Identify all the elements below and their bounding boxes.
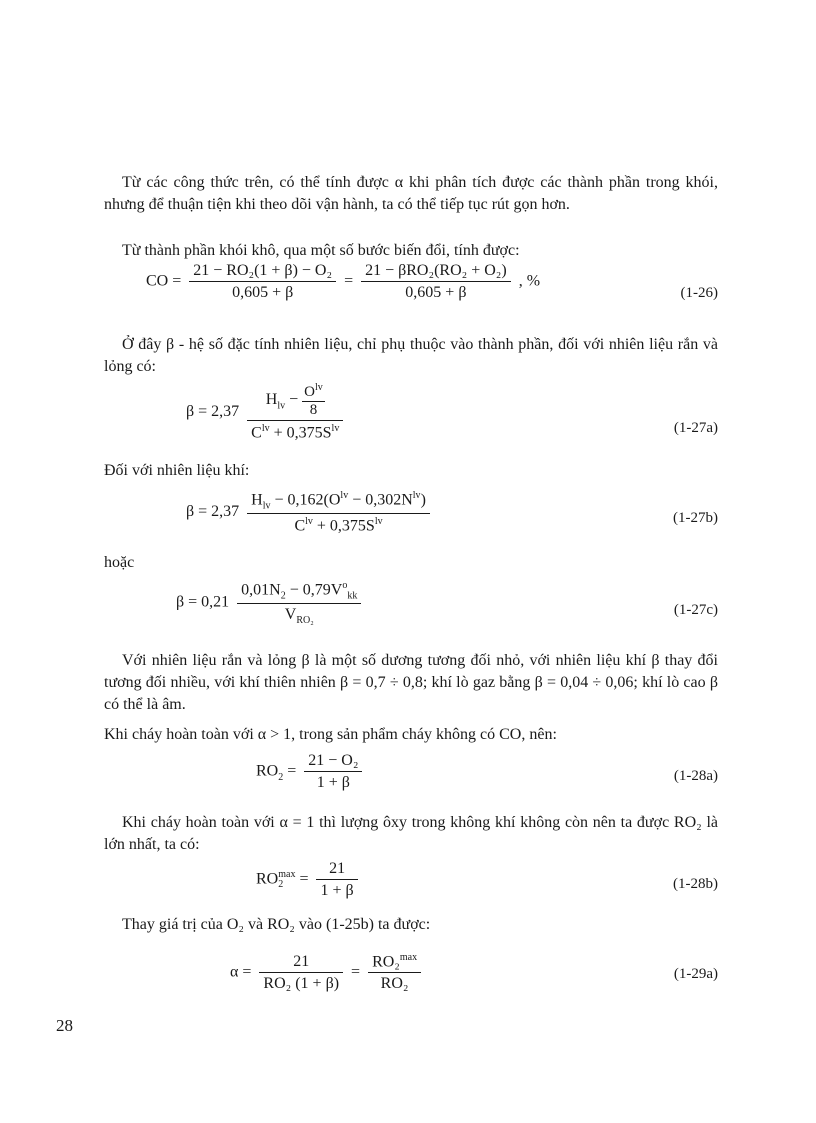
equation-label: (1-27b) bbox=[673, 510, 718, 526]
eq-lhs: α = bbox=[230, 963, 256, 981]
equals-sign: = bbox=[344, 272, 358, 290]
equation-label: (1-28a) bbox=[673, 768, 718, 784]
eq-lhs: β = 0,21 bbox=[176, 593, 230, 611]
subscript: 2 bbox=[278, 879, 284, 890]
denominator: 0,605 + β bbox=[405, 284, 467, 301]
eq-lhs: β = 2,37 bbox=[186, 503, 240, 521]
subscript: lv bbox=[262, 500, 271, 512]
eq-lhs: RO bbox=[256, 870, 279, 888]
fraction bbox=[316, 860, 357, 900]
paragraph-substitute: Thay giá trị của O₂ và RO₂ vào (1-25b) ta được: bbox=[122, 916, 431, 933]
oxygen-term: O bbox=[304, 384, 315, 400]
denominator bbox=[247, 421, 343, 442]
numerator: 21 − βRO₂(RO₂ + O₂) bbox=[361, 262, 511, 282]
denominator: 1 + β bbox=[320, 882, 354, 899]
eq-lhs: β = 2,37 bbox=[186, 402, 240, 420]
ro2-term: RO₂ bbox=[372, 953, 400, 971]
numerator bbox=[237, 580, 361, 604]
fraction bbox=[304, 752, 362, 792]
numerator bbox=[302, 382, 325, 402]
fraction bbox=[247, 382, 343, 442]
equation-label: (1-29a) bbox=[673, 966, 718, 982]
numerator: 21 bbox=[316, 860, 357, 880]
fraction bbox=[237, 580, 361, 626]
sulfur-term: + 0,375S bbox=[269, 424, 332, 442]
denominator: 1 + β bbox=[316, 774, 350, 791]
oxygen-term: − 0,162(O bbox=[270, 491, 341, 509]
superscript: max bbox=[278, 869, 296, 880]
numerator bbox=[247, 490, 430, 514]
nitrogen-term: − 0,302N bbox=[348, 491, 413, 509]
denominator: 8 bbox=[309, 402, 318, 418]
equation-label: (1-26) bbox=[680, 285, 718, 301]
paragraph-dry-flue-gas: Từ thành phần khói khô, qua một số bước biến đổi, tính được: bbox=[122, 242, 520, 259]
fraction bbox=[247, 490, 430, 535]
equation-label: (1-28b) bbox=[673, 876, 718, 892]
sulfur-term: + 0,375S bbox=[312, 516, 375, 534]
superscript: o bbox=[342, 580, 348, 591]
numerator bbox=[247, 382, 343, 421]
denominator: RO₂ bbox=[380, 975, 409, 993]
equals-sign: = bbox=[283, 762, 301, 780]
numerator: 21 bbox=[259, 953, 343, 973]
numerator: 21 − RO₂(1 + β) − O₂ bbox=[189, 262, 336, 282]
equals-sign: = bbox=[295, 870, 313, 888]
subscript: RO₂ bbox=[296, 614, 314, 626]
denominator: RO₂ (1 + β) bbox=[263, 974, 340, 992]
numerator bbox=[368, 952, 421, 973]
carbon-term: C bbox=[294, 516, 306, 534]
subscript: kk bbox=[347, 590, 358, 602]
paragraph-max-ro2: Khi cháy hoàn toàn với α = 1 thì lượng ôxy trong không khí không còn nên ta được RO₂ là lớn nhất, ta có: bbox=[104, 814, 718, 853]
paragraph-complete-combustion: Khi cháy hoàn toàn với α > 1, trong sản phẩm cháy không có CO, nên: bbox=[104, 726, 557, 743]
equation-label: (1-27a) bbox=[673, 420, 718, 436]
numerator: 21 − O₂ bbox=[304, 752, 362, 772]
hydrogen-term: H bbox=[265, 391, 278, 409]
equation-1-29a bbox=[230, 952, 425, 993]
equation-1-27b bbox=[186, 490, 434, 535]
superscript: lv bbox=[340, 490, 349, 501]
equation-label: (1-27c) bbox=[673, 602, 718, 618]
subscript: 2 bbox=[280, 590, 286, 602]
paragraph-beta-values: Với nhiên liệu rắn và lỏng β là một số dương tương đối nhỏ, với nhiên liệu khí β thay đổi tương đối nhiều, với khí thiên nhiên β = 0,7 ÷ 0,8; khí lò gaz bằng β = 0,04 ÷ 0,06; khí lò cao β có thể là âm. bbox=[104, 652, 718, 713]
paragraph-beta-definition: Ở đây β - hệ số đặc tính nhiên liệu, chỉ phụ thuộc vào thành phần, đối với nhiên liệu rắn và lỏng có: bbox=[104, 336, 718, 375]
superscript: lv bbox=[331, 423, 340, 434]
page-number: 28 bbox=[56, 1016, 73, 1035]
subscript: 2 bbox=[278, 771, 284, 783]
paragraph-or: hoặc bbox=[104, 554, 135, 571]
superscript: lv bbox=[305, 515, 313, 527]
superscript: lv bbox=[314, 382, 323, 393]
equation-1-27a bbox=[186, 382, 347, 442]
fraction bbox=[189, 262, 336, 302]
air-volume-term: − 0,79V bbox=[285, 581, 343, 599]
fraction bbox=[368, 952, 421, 993]
equation-1-28a bbox=[256, 752, 366, 792]
paragraph-intro: Từ các công thức trên, có thể tính được α khi phân tích được các thành phần trong khói, nhưng để thuận tiện khi theo dõi vận hành, ta có thể tiếp tục rút gọn hơn. bbox=[104, 174, 718, 213]
subscript: lv bbox=[277, 400, 286, 412]
nitrogen-term: 0,01N bbox=[241, 581, 281, 599]
equation-1-28b bbox=[256, 860, 362, 900]
equation-1-27c bbox=[176, 580, 365, 626]
paragraph-gas-fuel: Đối với nhiên liệu khí: bbox=[104, 462, 250, 479]
eq-lhs: CO = bbox=[146, 272, 186, 290]
volume-term: V bbox=[284, 605, 297, 623]
eq-lhs: RO bbox=[256, 762, 279, 780]
superscript: lv bbox=[374, 515, 383, 527]
superscript: lv bbox=[412, 490, 421, 501]
unit: , % bbox=[518, 272, 541, 290]
closing-paren: ) bbox=[420, 491, 426, 509]
nested-fraction bbox=[302, 382, 325, 419]
superscript: max bbox=[399, 952, 418, 963]
equals-sign: = bbox=[351, 963, 365, 981]
denominator bbox=[247, 514, 430, 535]
minus-sign: − bbox=[285, 391, 303, 409]
equation-1-26 bbox=[146, 262, 540, 302]
hydrogen-term: H bbox=[251, 491, 263, 509]
denominator bbox=[237, 604, 361, 626]
superscript: lv bbox=[261, 423, 270, 434]
denominator: 0,605 + β bbox=[232, 284, 294, 301]
fraction bbox=[259, 953, 343, 993]
carbon-term: C bbox=[251, 424, 262, 442]
fraction bbox=[361, 262, 511, 302]
